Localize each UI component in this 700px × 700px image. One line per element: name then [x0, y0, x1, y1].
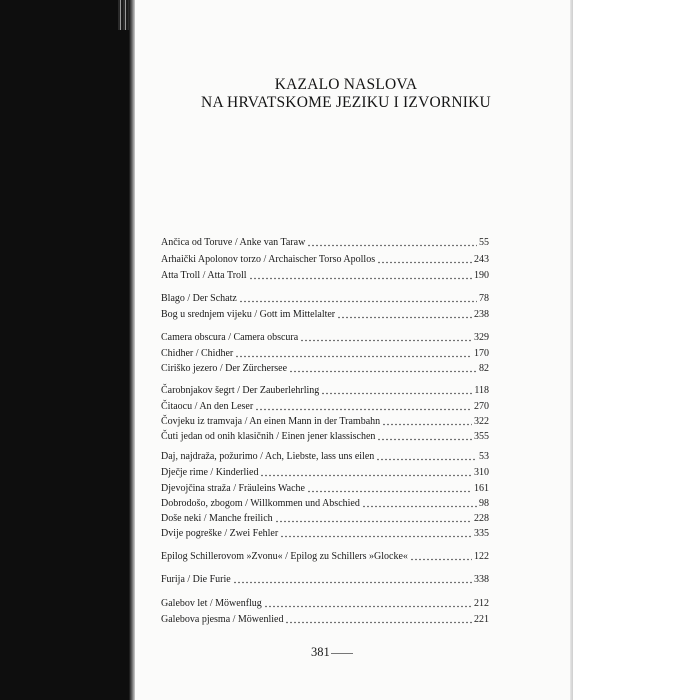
dot-leader — [249, 277, 472, 280]
entry-page-number: 322 — [474, 416, 489, 427]
index-subtitle: NA HRVATSKOME JEZIKU I IZVORNIKU — [201, 94, 491, 111]
index-entry — [161, 527, 489, 540]
entry-page-number: 238 — [474, 309, 489, 320]
entry-page-number: 98 — [479, 498, 489, 509]
entry-title: Atta Troll / Atta Troll — [161, 270, 247, 281]
index-entry — [161, 308, 489, 321]
scan-shadow-left — [0, 0, 131, 700]
entry-title: Dvije pogreške / Zwei Fehler — [161, 528, 279, 539]
dot-leader — [285, 621, 472, 624]
entry-title: Galebov let / Möwenflug — [161, 598, 262, 609]
entry-title: Čovjeku iz tramvaja / An einen Mann in der Trambahn — [161, 416, 381, 427]
entry-title: Ančica od Toruve / Anke van Taraw — [161, 237, 306, 248]
dot-leader — [337, 316, 472, 319]
entry-title: Ciriško jezero / Der Zürchersee — [161, 363, 288, 374]
entry-page-number: 270 — [474, 401, 489, 412]
entry-page-number: 329 — [474, 332, 489, 343]
dot-leader — [382, 423, 472, 426]
index-entry — [161, 550, 489, 563]
index-entry — [161, 400, 489, 413]
dot-leader — [307, 490, 472, 493]
dot-leader — [235, 355, 472, 358]
index-entry — [161, 597, 489, 610]
index-entry — [161, 512, 489, 525]
index-entry — [161, 450, 489, 463]
entry-title: Blago / Der Schatz — [161, 293, 237, 304]
entry-page-number: 243 — [474, 254, 489, 265]
entry-page-number: 161 — [474, 483, 489, 494]
entry-title: Chidher / Chidher — [161, 348, 234, 359]
entry-title: Galebova pjesma / Möwenlied — [161, 614, 284, 625]
dot-leader — [280, 535, 472, 538]
index-entry — [161, 497, 489, 510]
entry-page-number: 78 — [479, 293, 489, 304]
dot-leader — [275, 520, 472, 523]
entry-title: Čuti jedan od onih klasičnih / Einen jener klassischen — [161, 431, 376, 442]
dot-leader — [362, 505, 477, 508]
page-number: 381 — [311, 645, 330, 659]
index-entry — [161, 362, 489, 375]
entry-title: Dobrodošo, zbogom / Willkommen und Abschied — [161, 498, 360, 509]
entry-title: Čitaocu / An den Leser — [161, 401, 254, 412]
index-entry — [161, 253, 489, 266]
entry-page-number: 122 — [474, 551, 489, 562]
entry-page-number: 228 — [474, 513, 489, 524]
dot-leader — [260, 474, 472, 477]
dot-leader — [377, 261, 472, 264]
entry-title: Čarobnjakov šegrt / Der Zauberlehrling — [161, 385, 320, 396]
dot-leader — [307, 244, 477, 247]
index-entry — [161, 292, 489, 305]
index-entry — [161, 482, 489, 495]
index-entry — [161, 269, 489, 282]
entry-page-number: 190 — [474, 270, 489, 281]
index-title: KAZALO NASLOVA — [274, 76, 418, 93]
entry-page-number: 53 — [479, 451, 489, 462]
scan-margin-right — [573, 0, 700, 700]
dot-leader — [255, 408, 472, 411]
folio-rule — [331, 653, 353, 654]
entry-title: Arhaički Apolonov torzo / Archaischer Torso Apollos — [161, 254, 376, 265]
entry-page-number: 310 — [474, 467, 489, 478]
entry-title: Dječje rime / Kinderlied — [161, 467, 259, 478]
entry-page-number: 82 — [479, 363, 489, 374]
entry-page-number: 170 — [474, 348, 489, 359]
dot-leader — [321, 392, 472, 395]
index-entry — [161, 415, 489, 428]
entry-title: Furija / Die Furie — [161, 574, 231, 585]
index-entry — [161, 384, 489, 397]
dot-leader — [410, 558, 472, 561]
dot-leader — [376, 458, 477, 461]
index-entry — [161, 331, 489, 344]
index-entry — [161, 236, 489, 249]
entry-title: Doše neki / Manche freilich — [161, 513, 273, 524]
dot-leader — [377, 438, 472, 441]
index-entry — [161, 573, 489, 586]
entry-page-number: 118 — [474, 385, 489, 396]
entry-page-number: 221 — [474, 614, 489, 625]
index-entry — [161, 430, 489, 443]
index-entry — [161, 613, 489, 626]
dot-leader — [300, 339, 472, 342]
entry-title: Camera obscura / Camera obscura — [161, 332, 299, 343]
entry-title: Djevojčina straža / Fräuleins Wache — [161, 483, 305, 494]
entry-title: Epilog Schillerovom »Zvonu« / Epilog zu Schillers »Glocke« — [161, 551, 408, 562]
dot-leader — [264, 605, 472, 608]
dot-leader — [289, 370, 477, 373]
index-entry — [161, 347, 489, 360]
dot-leader — [239, 300, 477, 303]
entry-page-number: 55 — [479, 237, 489, 248]
entry-page-number: 212 — [474, 598, 489, 609]
entry-title: Bog u srednjem vijeku / Gott im Mittelalter — [161, 309, 336, 320]
dot-leader — [233, 581, 472, 584]
index-entry — [161, 466, 489, 479]
entry-title: Daj, najdraža, požurimo / Ach, Liebste, lass uns eilen — [161, 451, 375, 462]
entry-page-number: 355 — [474, 431, 489, 442]
entry-page-number: 335 — [474, 528, 489, 539]
entry-page-number: 338 — [474, 574, 489, 585]
